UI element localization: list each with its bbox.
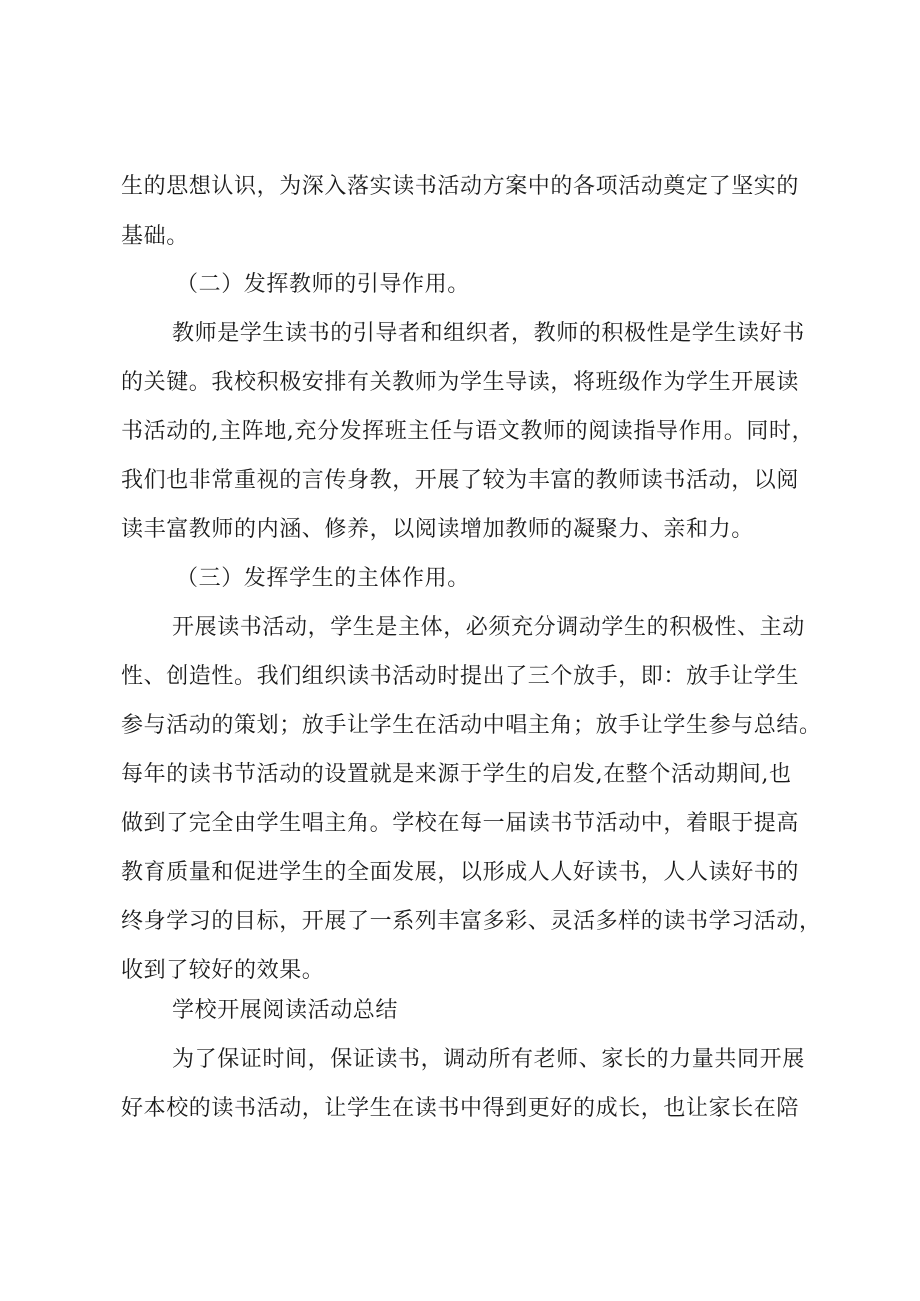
text-line: 做到了完全由学生唱主角。学校在每一届读书节活动中，着眼于提高 xyxy=(121,811,800,836)
text-line: 生的思想认识，为深入落实读书活动方案中的各项活动奠定了坚实的 xyxy=(121,174,800,199)
text-line: 性、创造性。我们组织读书活动时提出了三个放手，即：放手让学生 xyxy=(121,664,800,689)
text-line: 我们也非常重视的言传身教，开展了较为丰富的教师读书活动，以阅 xyxy=(121,468,800,493)
text-line: 终身学习的目标，开展了一系列丰富多彩、灵活多样的读书学习活动， xyxy=(121,909,822,934)
section-heading: （二）发挥教师的引导作用。 xyxy=(176,272,470,297)
section-title: 学校开展阅读活动总结 xyxy=(172,998,399,1023)
text-line: 书活动的,主阵地,充分发挥班主任与语文教师的阅读指导作用。同时， xyxy=(121,419,815,444)
text-line: 开展读书活动，学生是主体，必须充分调动学生的积极性、主动 xyxy=(172,615,805,640)
text-line: 好本校的读书活动，让学生在读书中得到更好的成长，也让家长在陪 xyxy=(121,1096,800,1121)
text-line: 读丰富教师的内涵、修养，以阅读增加教师的凝聚力、亲和力。 xyxy=(121,517,754,542)
text-line: 教育质量和促进学生的全面发展，以形成人人好读书，人人读好书的 xyxy=(121,860,800,885)
text-line: 收到了较好的效果。 xyxy=(121,958,325,983)
text-line: 的关键。我校积极安排有关教师为学生导读，将班级作为学生开展读 xyxy=(121,370,800,395)
text-line: 教师是学生读书的引导者和组织者，教师的积极性是学生读好书 xyxy=(172,321,805,346)
text-line: 参与活动的策划；放手让学生在活动中唱主角；放手让学生参与总结。 xyxy=(121,713,822,738)
text-line: 每年的读书节活动的设置就是来源于学生的启发,在整个活动期间,也 xyxy=(121,762,792,787)
section-heading: （三）发挥学生的主体作用。 xyxy=(176,566,470,591)
text-line: 基础。 xyxy=(121,224,189,249)
text-line: 为了保证时间，保证读书，调动所有老师、家长的力量共同开展 xyxy=(172,1047,805,1072)
